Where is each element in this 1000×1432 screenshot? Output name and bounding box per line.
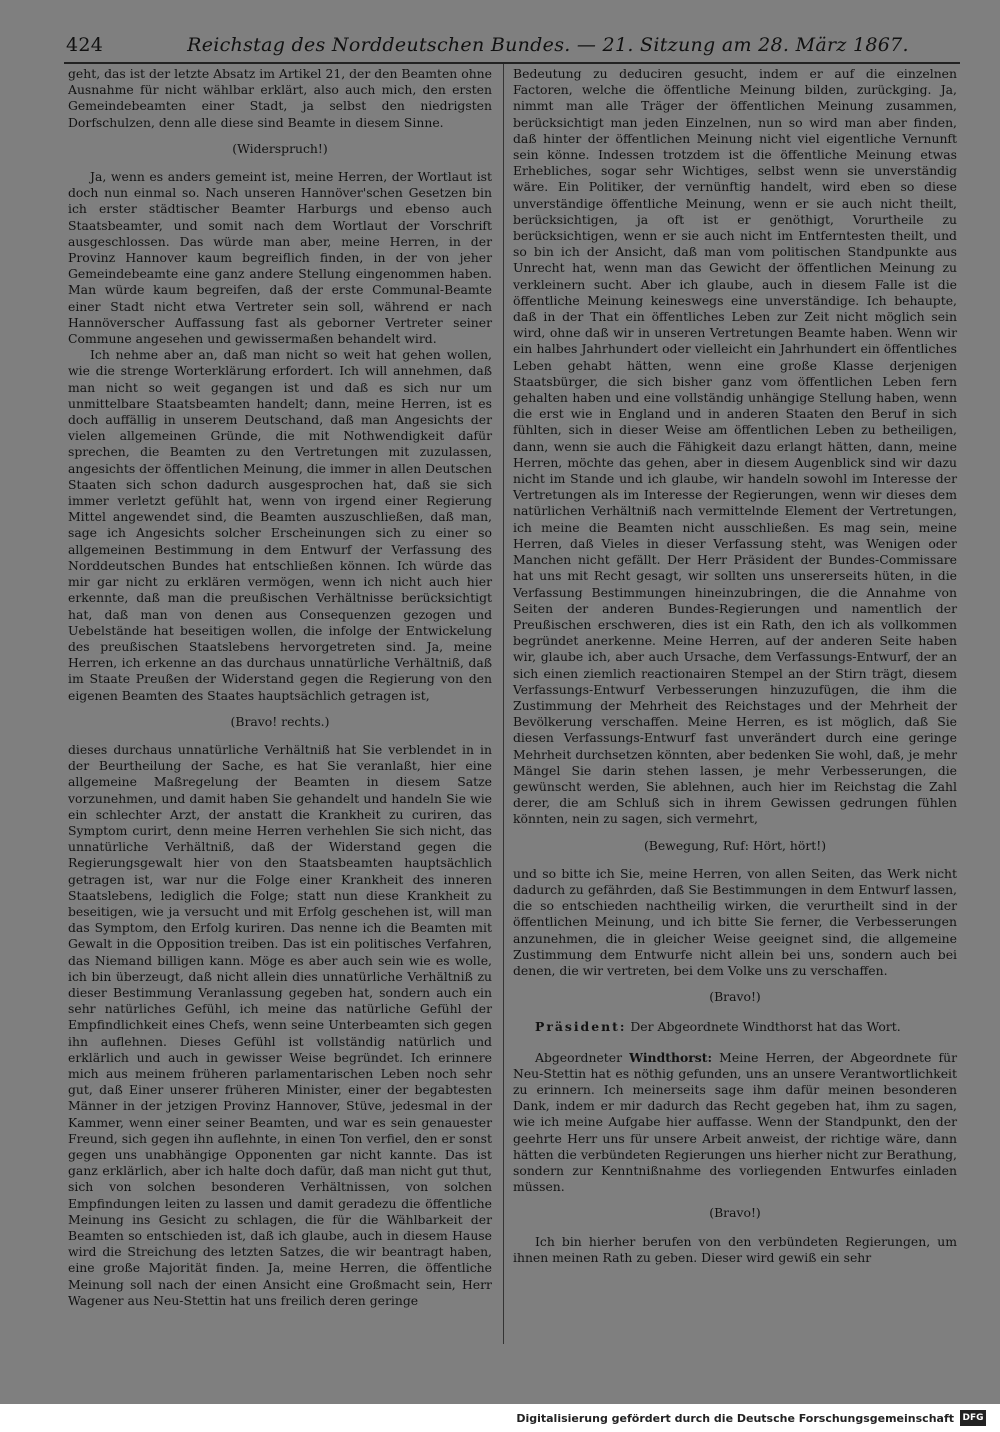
speaker-paragraph <box>513 1050 957 1196</box>
footer-credit: Digitalisierung gefördert durch die Deutsche Forschungsgemeinschaft <box>516 1411 954 1425</box>
interjection: (Bewegung, Ruf: Hört, hört!) <box>643 837 827 853</box>
column-divider <box>503 64 504 1344</box>
speaker-name: Präsident: <box>535 1019 627 1035</box>
paragraph: Ja, wenn es anders gemeint ist, meine Herren, der Wortlaut ist doch nun einmal so. Nach unseren Hannöver'schen Gesetzen bin ich erster städtischer Beamter Harburgs und ebenso auch Staatsbeamter, und somit nach dem Wortlaut der Vorschrift ausgeschlossen. Das würde man aber, meine Herren, in der Provinz Hannover kaum begreiflich finden, in der von jeher Gemeindebeamte eine ganz andere Stellung eingenommen haben. Man würde kaum begreifen, daß der erste Communal-Beamte einer Stadt nicht etwa Vertreter sein soll, während er nach Hannöverscher Auffassung fast als geborner Vertreter seiner Commune angesehen und gewissermaßen behandelt wird. <box>68 169 492 347</box>
interjection: (Bravo!) <box>709 989 761 1005</box>
paragraph: dieses durchaus unnatürliche Verhältniß hat Sie verblendet in in der Beurtheilung der Sache, es hat Sie veranlaßt, hier eine allgemeine Maßregelung der Beamten in diesem Satze vorzunehmen, und damit haben Sie gehandelt und handeln Sie wie ein schlechter Arzt, der anstatt die Krankheit zu curiren, das Symptom curirt, denn meine Herren verhehlen Sie sich nicht, das unnatürliche Verhältniß, daß der Widerstand gegen die Regierungsgewalt hier von den Staatsbeamten hauptsächlich getragen ist, war nur die Folge einer Krankheit des inneren Staatslebens, lediglich die Folge; statt nun diese Krankheit zu beseitigen, wie ja versucht und mit Erfolg geschehen ist, will man das Symptom, den Erfolg kuriren. Das nenne ich die Beamten mit Gewalt in die Opposition treiben. Das ist ein politisches Verfahren, das Niemand billigen kann. Möge es aber auch sein wie es wolle, ich bin überzeugt, daß nicht allein dies unnatürliche Verhältniß zu dieser Bestimmung Veranlassung gegeben hat, sondern auch ein sehr natürliches Gefühl, ich meine das natürliche Gefühl der Empfindlichkeit eines Chefs, wenn seine Unterbeamten sich gegen ihn auflehnen. Dieses Gefühl ist vollständig natürlich und erklärlich und auch in gewisser Weise begründet. Ich erinnere mich aus meinem früheren parlamentarischen Leben noch sehr gut, daß Einer unserer früheren Minister, einer der begabtesten Männer in der jetzigen Provinz Hannover, Stüve, jedesmal in der Kammer, wenn einer seiner Beamten, und war es sein genauester Freund, sich gegen ihn auflehnte, in einen Ton verfiel, den er sonst gegen uns unabhängige Opponenten gar nicht kannte. Das ist ganz erklärlich, aber ich halte doch dafür, daß man nicht gut thut, sich von solchen besonderen Verhältnissen, von solchen Empfindungen leiten zu lassen und damit geradezu die öffentliche Meinung ins Gesicht zu schlagen, die für die Wählbarkeit der Beamten so entschieden ist, daß ich glaube, auch in diesem Hause wird die Streichung des letzten Satzes, die wir beantragt haben, eine große Majorität finden. Ja, meine Herren, die öffentliche Meinung soll nach der einen Ansicht eine Großmacht sein, Herr Wagener aus Neu-Stettin hat uns freilich deren geringe <box>68 741 492 1308</box>
interjection: (Bravo!) <box>709 1205 761 1221</box>
paragraph: Ich nehme aber an, daß man nicht so weit hat gehen wollen, wie die strenge Worterklärung erfordert. Ich will annehmen, daß man nicht so weit gegangen ist und daß es sich nur um unmittelbare Staatsbeamten handelt; dann, meine Herren, ist es doch auffällig in unserem Deutschand, daß man Angesichts der vielen allgemeinen Gründe, die mit Nothwendigkeit dafür sprechen, die Beamten zu den Vertretungen mit zuzulassen, angesichts der öffentlichen Meinung, die immer in allen Deutschen Staaten sich schon dadurch ausgesprochen hat, daß sie sich immer verletzt gefühlt hat, wenn von irgend einer Regierung Mittel angewendet sind, die Beamten auszuschließen, daß man, sage ich Angesichts solcher Erscheinungen sich zu einer so allgemeinen Bestimmung in dem Entwurf der Verfassung des Norddeutschen Bundes hat entschließen können. Ich würde das mir gar nicht zu erklären vermögen, wenn ich nicht auch hier erkennte, daß man die preußischen Verhältnisse berücksichtigt hat, daß man von denen aus Consequenzen gezogen und Uebelstände hat beseitigen wollen, die infolge der Entwickelung des preußischen Staatslebens hervorgetreten sind. Ja, meine Herren, ich erkenne an das durchaus unnatürliche Verhältniß, daß im Staate Preußen der Widerstand gegen die Regierung von den eigenen Beamten des Staates hauptsächlich getragen ist, <box>68 347 492 703</box>
interjection: (Bravo! rechts.) <box>230 713 330 729</box>
right-column <box>513 66 957 1266</box>
dfg-logo: DFG <box>960 1410 986 1426</box>
page-title: Reichstag des Norddeutschen Bundes. — 21. Sitzung am 28. März 1867. <box>187 34 909 56</box>
header-rule <box>64 62 960 64</box>
paragraph: Bedeutung zu deduciren gesucht, indem er auf die einzelnen Factoren, welche die öffentliche Meinung bilden, zurückging. Ja, nimmt man alle Träger der öffentlichen Meinung zusammen, berücksichtigt man jeden Einzelnen, nun so wird man aber finden, daß hinter der öffentlichen Meinung nicht viel eigentliche Vernunft sein könne. Indessen trotzdem ist die öffentliche Meinung etwas Erhebliches, sogar sehr Wichtiges, selbst wenn sie unverständig wäre. Ein Politiker, der vernünftig handelt, wird eben so diese unverständige öffentliche Meinung, wenn er sie auch nicht theilt, berücksichtigen, ja oft ist er genöthigt, Vorurtheile zu berücksichtigen, wenn er sie auch nicht im Entferntesten theilt, und so bin ich der Ansicht, daß man vom politischen Standpunkte aus Unrecht hat, wenn man das Gewicht der öffentlichen Meinung zu verkleinern sucht. Aber ich glaube, auch in diesem Falle ist die öffentliche Meinung keineswegs eine unverständige. Ich behaupte, daß in der That ein öffentliches Leben zur Zeit nicht möglich sein wird, ohne daß wir in unseren Vertretungen Beamte haben. Wenn wir ein halbes Jahrhundert oder vielleicht ein Jahrhundert ein öffentliches Leben gehabt hätten, wenn eine große Klasse derjenigen Staatsbürger, die sich bisher ganz vom öffentlichen Leben fern gehalten haben und eine vollständig unhängige Stellung haben, wenn die erst wie in England und in anderen Staaten den Beruf in sich fühlten, sich in dieser Weise am öffentlichen Leben zu betheiligen, dann, wenn sie auch die Fähigkeit dazu erlangt hätten, dann, meine Herren, möchte das gehen, aber in diesem Augenblick sind wir dazu nicht im Stande und ich glaube, wir handeln sowohl im Interesse der Vertretungen als im Interesse der Regierungen, wenn wir dieses dem natürlichen Verhältniß nach vermittelnde Element der Vertretungen, ich meine die Beamten nicht ausschließen. Es mag sein, meine Herren, daß Vieles in dieser Verfassung steht, was Wenigen oder Manchen nicht gefällt. Der Herr Präsident der Bundes-Commissare hat uns mit Recht gesagt, wir sollten uns unsererseits hüten, in die Verfassung Bestimmungen hineinzubringen, die die Annahme von Seiten der anderen Bundes-Regierungen und namentlich der Preußischen erschweren, dies ist ein Rath, den ich als vollkommen begründet anerkenne. Meine Herren, auf der anderen Seite haben wir, glaube ich, aber auch Ursache, dem Verfassungs-Entwurf, der an sich einen ziemlich reactionairen Stempel an der Stirn trägt, diesem Verfassungs-Entwurf Verbesserungen hinzuzufügen, die ihm die Zustimmung der Mehrheit des Reichstages und der Mehrheit der Bevölkerung verschaffen. Meine Herren, es ist möglich, daß Sie diesen Verfassungs-Entwurf fast unverändert durch eine geringe Mehrheit durchsetzen könnten, aber bedenken Sie wohl, daß, je mehr Mängel Sie darin stehen lassen, je mehr Verbesserungen, die gewünscht werden, Sie ablehnen, auch hier im Reichstag die Zahl derer, die am Schluß sich in ihrem Gewissen gedrungen fühlen könnten, nein zu sagen, sich vermehrt, <box>513 66 957 827</box>
paragraph: geht, das ist der letzte Absatz im Artikel 21, der den Beamten ohne Ausnahme für nicht wählbar erklärt, also auch mich, den ersten Gemeindebeamten einer Stadt, ja selbst den niedrigsten Dorfschulzen, denn alle diese sind Beamte in diesem Sinne. <box>68 66 492 130</box>
interjection: (Widerspruch!) <box>232 140 328 156</box>
speaker-paragraph <box>513 1019 957 1035</box>
page-number: 424 <box>66 34 104 56</box>
footer-bar <box>0 1404 1000 1432</box>
speaker-prefix: Abgeordneter <box>535 1049 623 1065</box>
page-header <box>66 34 960 60</box>
speaker-text: Der Abgeordnete Windthorst hat das Wort. <box>630 1019 901 1035</box>
speaker-name: Windthorst: <box>629 1049 713 1065</box>
left-column <box>68 66 492 1309</box>
speaker-text: Meine Herren, der Abgeordnete für Neu-Stettin hat es nöthig gefunden, uns an unsere Verantwortlichkeit zu erinnern. Ich meinerseits sage ihm dafür meinen besonderen Dank, indem er mir dadurch das Recht gegeben hat, ihm zu sagen, wie ich meine Aufgabe hier auffasse. Wenn der Standpunkt, den der geehrte Herr uns für unsere Arbeit anweist, der richtige wäre, dann hätten die verbündeten Regierungen uns hierher nicht zur Berathung, sondern zur Kenntnißnahme des vorliegenden Entwurfes einladen müssen. <box>513 1049 957 1195</box>
paragraph: Ich bin hierher berufen von den verbündeten Regierungen, um ihnen meinen Rath zu geben. Dieser wird gewiß ein sehr <box>513 1233 957 1265</box>
paragraph: und so bitte ich Sie, meine Herren, von allen Seiten, das Werk nicht dadurch zu gefährden, daß Sie Bestimmungen in dem Entwurf lassen, die so entschieden nachtheilig wirken, die verurtheilt sind in der öffentlichen Meinung, und ich bitte Sie ferner, die Verbesserungen anzunehmen, die in gleicher Weise geeignet sind, die allgemeine Zustimmung dem Entwurfe nicht allein bei uns, sondern auch bei denen, die wir vertreten, bei dem Volke uns zu verschaffen. <box>513 865 957 978</box>
